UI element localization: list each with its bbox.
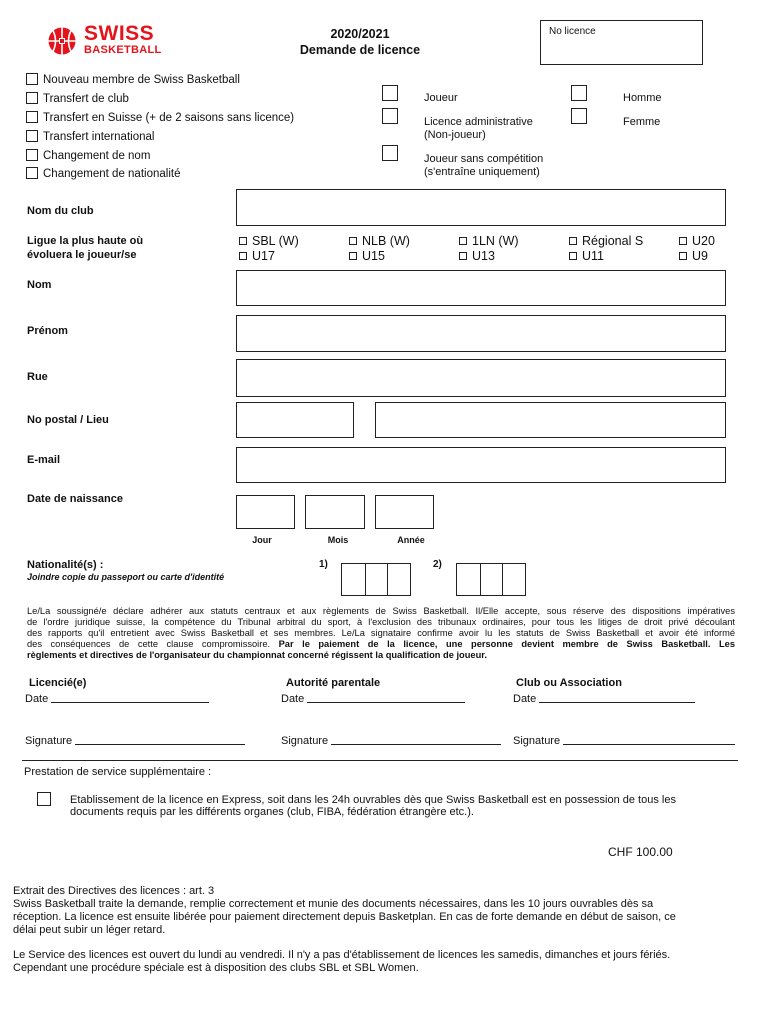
signature-col-club-title: Club ou Association <box>516 677 622 689</box>
request-type-label: Transfert en Suisse (+ de 2 saisons sans licence) <box>43 112 295 124</box>
checkbox-player[interactable] <box>382 85 398 101</box>
league-option[interactable]: U20 <box>679 233 715 249</box>
logo <box>46 24 171 58</box>
birth-day-field[interactable] <box>236 495 295 529</box>
request-type-label: Changement de nationalité <box>43 168 181 180</box>
express-text-1: Etablissement de la licence en Express, soit dans les 24h ouvrables dès que Swiss Basketball est en possession de tous les <box>70 794 676 806</box>
nationality-2-marker: 2) <box>433 559 442 570</box>
checkbox-international-transfer[interactable] <box>26 130 38 142</box>
role-admin-label-1: Licence administrative <box>424 116 533 128</box>
postal-code-field[interactable] <box>236 402 354 438</box>
firstname-label: Prénom <box>27 325 68 337</box>
league-option[interactable]: SBL (W) <box>239 233 299 249</box>
nationality-1-field[interactable] <box>341 563 411 596</box>
league-label-2: évoluera le joueur/se <box>27 249 137 261</box>
birth-year-caption: Année <box>397 535 425 545</box>
league-option[interactable]: Régional S <box>569 233 643 249</box>
birthdate-label: Date de naissance <box>27 493 123 505</box>
request-type-label: Changement de nom <box>43 150 151 162</box>
express-price: CHF 100.00 <box>608 845 673 859</box>
league-option[interactable]: U11 <box>569 248 604 264</box>
lastname-field[interactable] <box>236 270 726 306</box>
league-option[interactable]: U17 <box>239 248 275 264</box>
checkbox-admin-licence[interactable] <box>382 108 398 124</box>
street-field[interactable] <box>236 359 726 397</box>
club-label: Nom du club <box>27 205 94 217</box>
checkbox-female[interactable] <box>571 108 587 124</box>
nationality-1-marker: 1) <box>319 559 328 570</box>
lastname-label: Nom <box>27 279 52 291</box>
league-option[interactable]: U15 <box>349 248 385 264</box>
licensee-signature-field[interactable]: Signature <box>25 735 245 747</box>
postal-label: No postal / Lieu <box>27 414 109 426</box>
league-label-1: Ligue la plus haute où <box>27 235 144 247</box>
street-label: Rue <box>27 371 48 383</box>
signature-col-parent-title: Autorité parentale <box>286 677 381 689</box>
club-field[interactable] <box>236 189 726 226</box>
request-type-label: Transfert international <box>43 131 155 143</box>
logo-swiss-text: SWISS <box>84 22 155 45</box>
email-field[interactable] <box>236 447 726 483</box>
parent-signature-field[interactable]: Signature <box>281 735 501 747</box>
birth-month-field[interactable] <box>305 495 365 529</box>
checkbox-club-transfer[interactable] <box>26 92 38 104</box>
club-signature-field[interactable]: Signature <box>513 735 735 747</box>
email-label: E-mail <box>27 454 61 466</box>
express-text-2: documents requis par les différents organes (club, FIBA, fédération étrangère etc.). <box>70 806 474 818</box>
nationality-2-field[interactable] <box>456 563 526 596</box>
gender-female-label: Femme <box>623 116 661 128</box>
role-noncomp-label-2: (s'entraîne uniquement) <box>424 166 540 178</box>
league-option[interactable]: U9 <box>679 248 708 264</box>
licensee-date-field[interactable]: Date <box>25 693 209 705</box>
checkbox-non-competition[interactable] <box>382 145 398 161</box>
basketball-logo-icon <box>46 26 78 56</box>
extract-title: Extrait des Directives des licences : art. 3 <box>13 885 215 897</box>
signature-col-licensee-title: Licencié(e) <box>29 677 87 689</box>
licence-number-label: No licence <box>549 26 596 37</box>
nationality-note: Joindre copie du passeport ou carte d'identité <box>27 572 225 582</box>
parent-date-field[interactable]: Date <box>281 693 465 705</box>
logo-basketball-text: BASKETBALL <box>84 44 162 56</box>
licence-number-box[interactable] <box>540 20 703 65</box>
birth-year-field[interactable] <box>375 495 434 529</box>
form-title: Demande de licence <box>299 43 421 57</box>
season-title: 2020/2021 <box>330 27 390 41</box>
checkbox-transfer-switzerland[interactable] <box>26 111 38 123</box>
birth-day-caption: Jour <box>252 535 272 545</box>
birth-month-caption: Mois <box>327 535 349 545</box>
checkbox-nationality-change[interactable] <box>26 167 38 179</box>
gender-male-label: Homme <box>623 92 662 104</box>
section-divider <box>22 760 738 761</box>
request-type-label: Nouveau membre de Swiss Basketball <box>43 74 240 86</box>
club-date-field[interactable]: Date <box>513 693 695 705</box>
league-option[interactable]: NLB (W) <box>349 233 410 249</box>
request-type-label: Transfert de club <box>43 93 129 105</box>
city-field[interactable] <box>375 402 726 438</box>
checkbox-new-member[interactable] <box>26 73 38 85</box>
checkbox-express[interactable] <box>37 792 51 806</box>
checkbox-male[interactable] <box>571 85 587 101</box>
firstname-field[interactable] <box>236 315 726 352</box>
role-admin-label-2: (Non-joueur) <box>424 129 486 141</box>
nationality-label: Nationalité(s) : <box>27 559 104 571</box>
league-option[interactable]: 1LN (W) <box>459 233 519 249</box>
league-option[interactable]: U13 <box>459 248 495 264</box>
service-title: Prestation de service supplémentaire : <box>24 766 212 778</box>
checkbox-name-change[interactable] <box>26 149 38 161</box>
role-noncomp-label-1: Joueur sans compétition <box>424 153 544 165</box>
role-player-label: Joueur <box>424 92 458 104</box>
